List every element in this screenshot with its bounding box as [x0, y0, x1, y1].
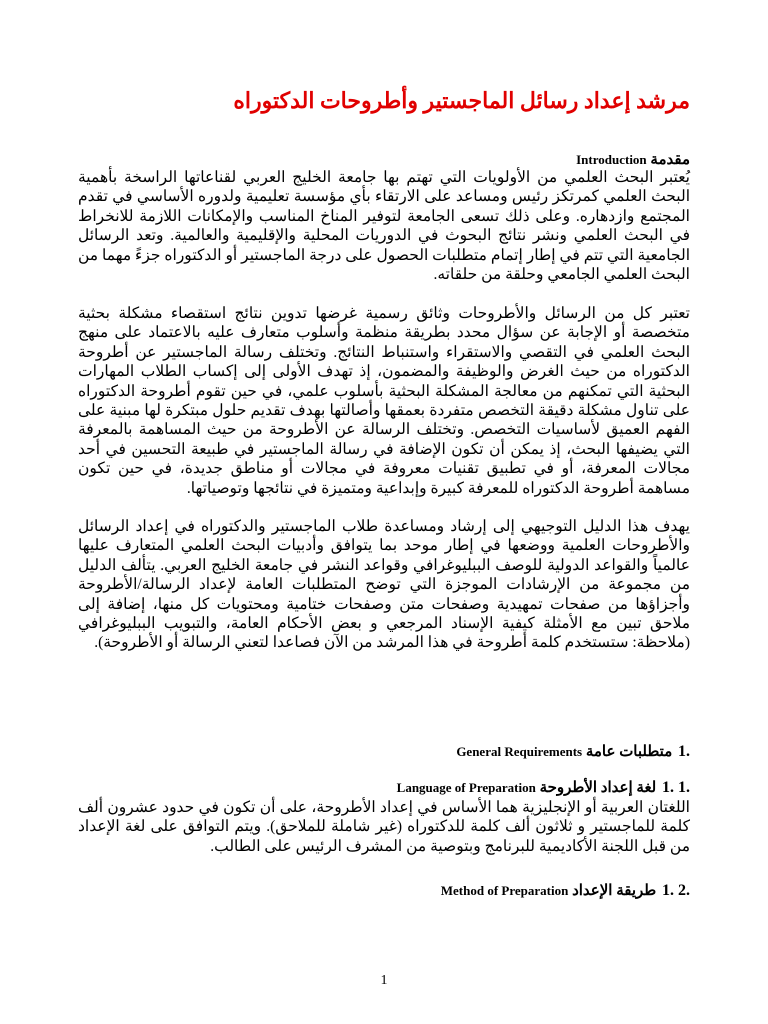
document-title: مرشد إعداد رسائل الماجستير وأطروحات الدكتوراه	[233, 88, 690, 113]
introduction-paragraph-2: تعتبر كل من الرسائل والأطروحات وثائق رسمية غرضها تدوين نتائج استقصاء مشكلة بحثية متخصصة أو الإجابة عن سؤال محدد بطريقة منظمة وأسلوب متعارف عليه بالاعتماد على منهج البحث العلمي في التقصي والاستقراء واستنباط النتائج. وتختلف رسالة الماجستير عن أطروحة الدكتوراه من حيث الغرض والوظيفة والمضمون، إذ تهدف الأولى إلى إكساب الطلاب المهارات البحثية التي تمكنهم من معالجة المشكلة البحثية بأسلوب علمي، في حين تقوم أطروحة الدكتوراه على تناول مشكلة دقيقة التخصص متفردة بعمقها وأصالتها بهدف تقديم حلول مبتكرة لها مبنية على الفهم العميق لأساسيات التخصص. وتختلف الرسالة عن الأطروحة من حيث المساهمة بالمعرفة التي يضيفها البحث، إذ يمكن أن تكون الإضافة في رسالة الماجستير في طبيعة التحسين في أحد مجالات المعرفة، أو في تطبيق تقنيات معروفة في مجالات أو مناطق جديدة، في حين تكون مساهمة أطروحة الدكتوراه للمعرفة كبيرة وإبداعية ومتميزة في نتائجها وتوصياتها.	[78, 305, 690, 497]
introduction-heading	[78, 150, 690, 170]
document-page	[78, 0, 690, 1024]
section-1-1-heading-en: Language of Preparation	[396, 780, 536, 795]
section-1-heading	[78, 742, 690, 762]
section-1-1-heading	[78, 778, 690, 798]
section-1-1-number: 1. 1.	[662, 779, 690, 796]
section-1-heading-en: General Requirements	[456, 744, 583, 759]
introduction-paragraph-3: يهدف هذا الدليل التوجيهي إلى إرشاد ومساعدة طلاب الماجستير والدكتوراه في إعداد الرسائل والأطروحات العلمية ووضعها في إطار موحد بما يتوافق وأدبيات البحث العلمي المتعارف عليها عالمياً والقواعد الدولية للوصف الببليوغرافي وقواعد النشر في جامعة الخليج العربي. يتألف الدليل من مجموعة من الإرشادات الموجزة التي توضح المتطلبات العامة لإعداد الرسالة/الأطروحة وأجزاؤها من صفحات تمهيدية وصفحات متن وصفحات ختامية ومحتويات كل منها، إضافة إلى ملاحق تبين مع الأمثلة كيفية الإسناد المرجعي و بعض الأحكام العامة، والتبويب الببليوغرافي (ملاحظة: ستستخدم كلمة أطروحة في هذا المرشد من الآن فصاعدا لتعني الرسالة أو الأطروحة).	[78, 518, 690, 652]
introduction-heading-ar: مقدمة	[650, 152, 690, 168]
introduction-paragraph-1: يُعتبر البحث العلمي من الأولويات التي تهتم بها جامعة الخليج العربي لقناعاتها الراسخة بأهمية البحث العلمي كمرتكز رئيس ومساعد على الارتقاء بأي مؤسسة تعليمية ولدوره الأساسي في تقدم المجتمع وازدهاره. وعلى ذلك تسعى الجامعة لتوفير المناخ المناسب والإمكانات اللازمة للانخراط في البحث العلمي ونشر نتائج البحوث في الدوريات المحلية والإقليمية والعالمية. وتعد الرسائل الجامعية التي تتم في إطار إتمام متطلبات الحصول على درجة الماجستير أو الدكتوراه جزءً مهما من البحث العلمي الجامعي وحلقة من حلقاته.	[78, 169, 690, 284]
section-1-2-heading	[78, 881, 690, 901]
section-1-2-number: 1. 2.	[662, 882, 690, 899]
section-1-1-heading-ar: لغة إعداد الأطروحة	[539, 780, 657, 796]
section-1-2-heading-ar: طريقة الإعداد	[572, 883, 657, 899]
section-1-1-paragraph: اللغتان العربية أو الإنجليزية هما الأساس في إعداد الأطروحة، على أن تكون في حدود عشرون ألف كلمة للماجستير و ثلاثون ألف كلمة للدكتوراه (غير شاملة للملاحق). ويتم التوافق على لغة الإعداد من قبل اللجنة الأكاديمية للبرنامج وبتوصية من المشرف الرئيس على الطالب.	[78, 799, 690, 855]
introduction-heading-en: Introduction	[576, 152, 647, 167]
section-1-2-heading-en: Method of Preparation	[440, 883, 569, 898]
section-1-number: 1.	[678, 743, 690, 760]
page-number: 1	[380, 973, 388, 988]
section-1-heading-ar: متطلبات عامة	[585, 744, 673, 760]
